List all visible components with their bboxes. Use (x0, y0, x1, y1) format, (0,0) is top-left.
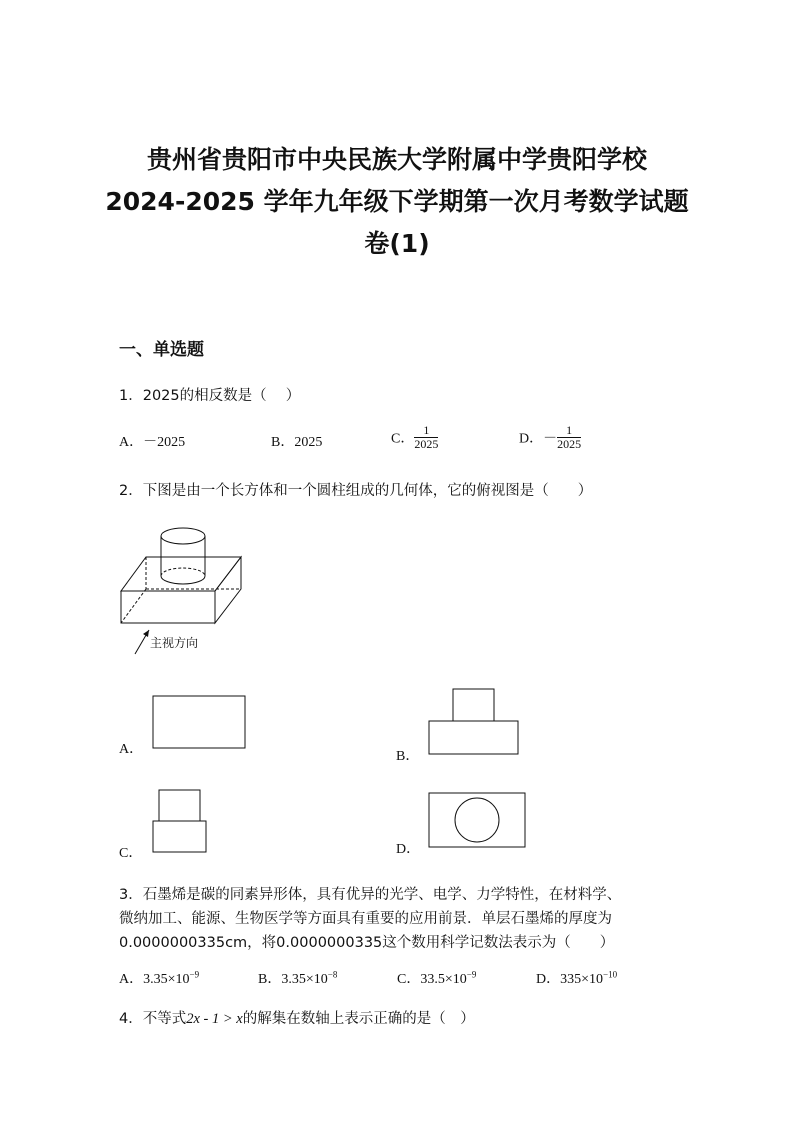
q2-option-c-label: C． (119, 846, 143, 861)
section-heading: 一、单选题 (119, 340, 204, 360)
q4-inequality: 2x - 1 > x (186, 1011, 243, 1027)
q2-option-a-label: A． (119, 742, 144, 757)
q1-option-b-value: 2025 (294, 435, 323, 450)
q1-option-c-numerator: 1 (414, 424, 438, 438)
q3-option-a-exponent: −9 (189, 969, 200, 980)
q2-stem: 2．下图是由一个长方体和一个圆柱组成的几何体，它的俯视图是（ ） (119, 483, 593, 499)
q2-view-direction-label: 主视方向 (150, 636, 199, 650)
q1-option-d-denominator: 2025 (557, 437, 582, 451)
q2-option-c-figure (150, 787, 212, 857)
q3-option-a (119, 968, 199, 988)
q2-option-b-label: B． (396, 749, 420, 764)
q3-option-b-label: B． (258, 972, 282, 987)
q3-option-b (258, 968, 337, 988)
page-title-line-2: 2024-2025 学年九年级下学期第一次月考数学试题 (105, 187, 689, 216)
q1-option-d (519, 424, 581, 451)
q2-option-a-figure (150, 694, 250, 752)
q1-option-c-label: C． (391, 431, 415, 447)
q3-line-2: 微纳加工、能源、生物医学等方面具有重要的应用前景．单层石墨烯的厚度为 (119, 911, 612, 927)
q3-line-3: 0.0000000335cm，将0.0000000335这个数用科学记数法表示为（ ） (119, 935, 615, 951)
box-right-face (215, 557, 241, 623)
q3-line-1: 3．石墨烯是碳的同素异形体，具有优异的光学、电学、力学特性，在材料学、 (119, 887, 622, 903)
q4-stem (119, 1007, 475, 1028)
q4-suffix: 的解集在数轴上表示正确的是（ ） (242, 1011, 475, 1027)
q3-option-a-label: A． (119, 972, 144, 987)
q3-option-d-exponent: −10 (603, 969, 618, 980)
q2-option-b-figure (426, 686, 524, 758)
q3-option-d-label: D． (536, 972, 561, 987)
q2-option-d-label: D． (396, 842, 421, 857)
q1-option-a-label: A． (119, 435, 144, 450)
box-top-face (121, 557, 241, 591)
q1-option-c (391, 424, 438, 451)
q1-option-a-value: －2025 (143, 435, 186, 450)
q1-option-b-label: B． (271, 435, 295, 450)
page-title-line-3: 卷(1) (364, 229, 430, 258)
q2-option-d-figure (426, 790, 530, 852)
q3-option-d (536, 968, 617, 988)
q4-prefix: 4．不等式 (119, 1011, 187, 1027)
q1-option-c-fraction (414, 424, 438, 451)
q1-option-a (119, 431, 185, 451)
q1-option-d-fraction (557, 424, 581, 451)
q3-option-c-label: C． (397, 972, 421, 987)
q1-option-b (271, 431, 322, 451)
q1-option-d-numerator: 1 (557, 424, 581, 438)
q3-option-a-base: 3.35×10 (143, 972, 190, 987)
cylinder-top (161, 528, 205, 544)
q3-option-c-base: 33.5×10 (420, 972, 467, 987)
q1-option-d-label: D． (519, 431, 544, 447)
q1-option-d-sign: － (543, 431, 558, 447)
page-title-line-1: 贵州省贵阳市中央民族大学附属中学贵阳学校 (146, 145, 647, 174)
q3-option-c-exponent: −9 (466, 969, 477, 980)
q1-option-c-denominator: 2025 (414, 437, 439, 451)
q3-option-b-base: 3.35×10 (281, 972, 328, 987)
q3-option-d-base: 335×10 (560, 972, 604, 987)
q3-option-c (397, 968, 476, 988)
box-front-face (121, 591, 215, 623)
q1-stem: 1．2025的相反数是（ ） (119, 388, 301, 404)
q3-option-b-exponent: −8 (327, 969, 338, 980)
